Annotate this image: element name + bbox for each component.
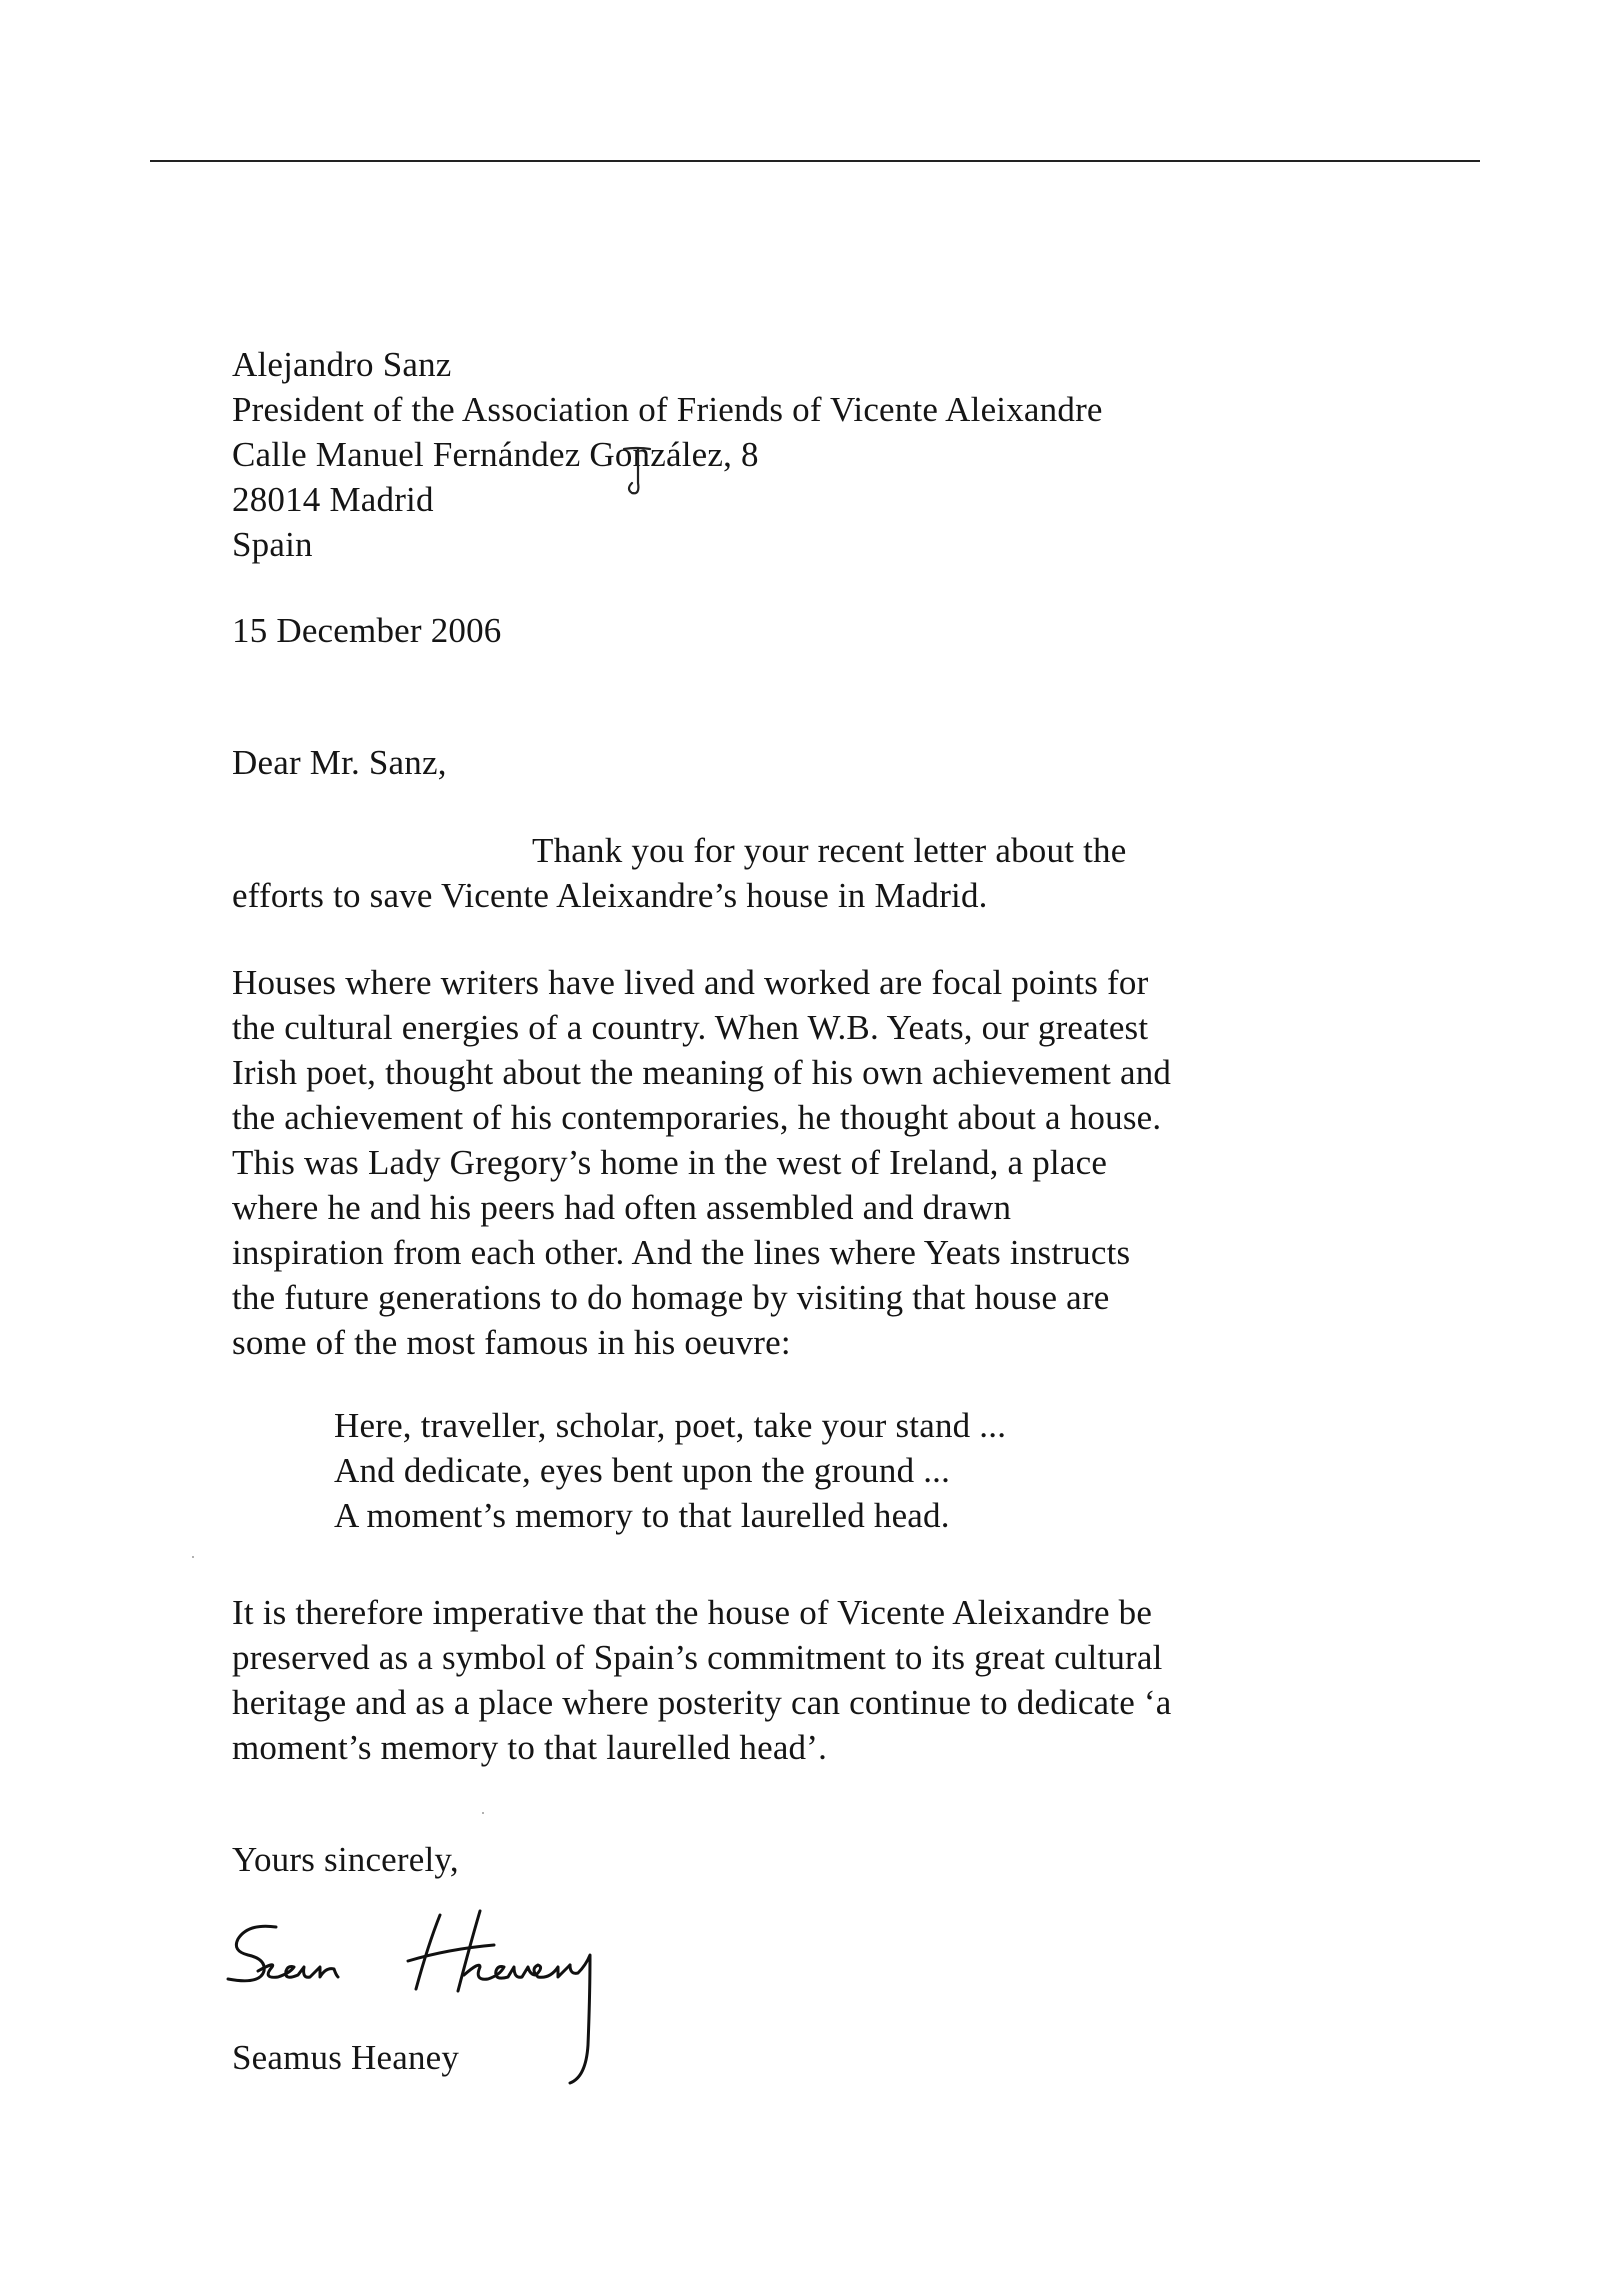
paragraph-2-line: This was Lady Gregory’s home in the west of Ireland, a place <box>232 1143 1108 1182</box>
scan-speck <box>482 1812 484 1814</box>
paragraph-3-line: preserved as a symbol of Spain’s commitment to its great cultural <box>232 1638 1163 1677</box>
top-rule <box>150 160 1480 162</box>
paragraph-3 <box>232 1590 1171 1770</box>
poem-line: Here, traveller, scholar, poet, take your stand ... <box>334 1406 1007 1445</box>
poem-line: A moment’s memory to that laurelled head. <box>334 1496 950 1535</box>
paragraph-1-line: Thank you for your recent letter about the <box>532 831 1127 870</box>
paragraph-3-line: It is therefore imperative that the house of Vicente Aleixandre be <box>232 1593 1153 1632</box>
letter-date: 15 December 2006 <box>232 611 502 650</box>
paragraph-2-line: some of the most famous in his oeuvre: <box>232 1323 791 1362</box>
paragraph-2-line: Irish poet, thought about the meaning of his own achievement and <box>232 1053 1172 1092</box>
paragraph-2-line: the cultural energies of a country. When W.B. Yeats, our greatest <box>232 1008 1149 1047</box>
paragraph-2-line: Houses where writers have lived and worked are focal points for <box>232 963 1149 1002</box>
recipient-name: Alejandro Sanz <box>232 345 452 384</box>
paragraph-3-line: heritage and as a place where posterity can continue to dedicate ‘a <box>232 1683 1172 1722</box>
paragraph-3-line: moment’s memory to that laurelled head’. <box>232 1728 828 1767</box>
paragraph-2-line: where he and his peers had often assembled and drawn <box>232 1188 1012 1227</box>
recipient-street: Calle Manuel Fernández González, 8 <box>232 435 759 474</box>
recipient-country: Spain <box>232 525 313 564</box>
paragraph-1-line: efforts to save Vicente Aleixandre’s house in Madrid. <box>232 876 988 915</box>
paragraph-2-line: the future generations to do homage by visiting that house are <box>232 1278 1110 1317</box>
paragraph-2 <box>232 960 1171 1365</box>
scan-speck <box>192 1556 194 1558</box>
paragraph-2-line: the achievement of his contemporaries, he thought about a house. <box>232 1098 1162 1137</box>
signer-name: Seamus Heaney <box>232 2038 460 2077</box>
handwritten-caret-mark <box>618 443 658 503</box>
poem-line: And dedicate, eyes bent upon the ground ... <box>334 1451 951 1490</box>
poem-quotation <box>334 1403 1006 1538</box>
paragraph-1 <box>232 828 1126 918</box>
recipient-address <box>232 342 1103 567</box>
paragraph-2-line: inspiration from each other. And the lines where Yeats instructs <box>232 1233 1131 1272</box>
salutation: Dear Mr. Sanz, <box>232 743 447 782</box>
recipient-city: 28014 Madrid <box>232 480 434 519</box>
recipient-title: President of the Association of Friends of Vicente Aleixandre <box>232 390 1103 429</box>
closing: Yours sincerely, <box>232 1840 459 1879</box>
